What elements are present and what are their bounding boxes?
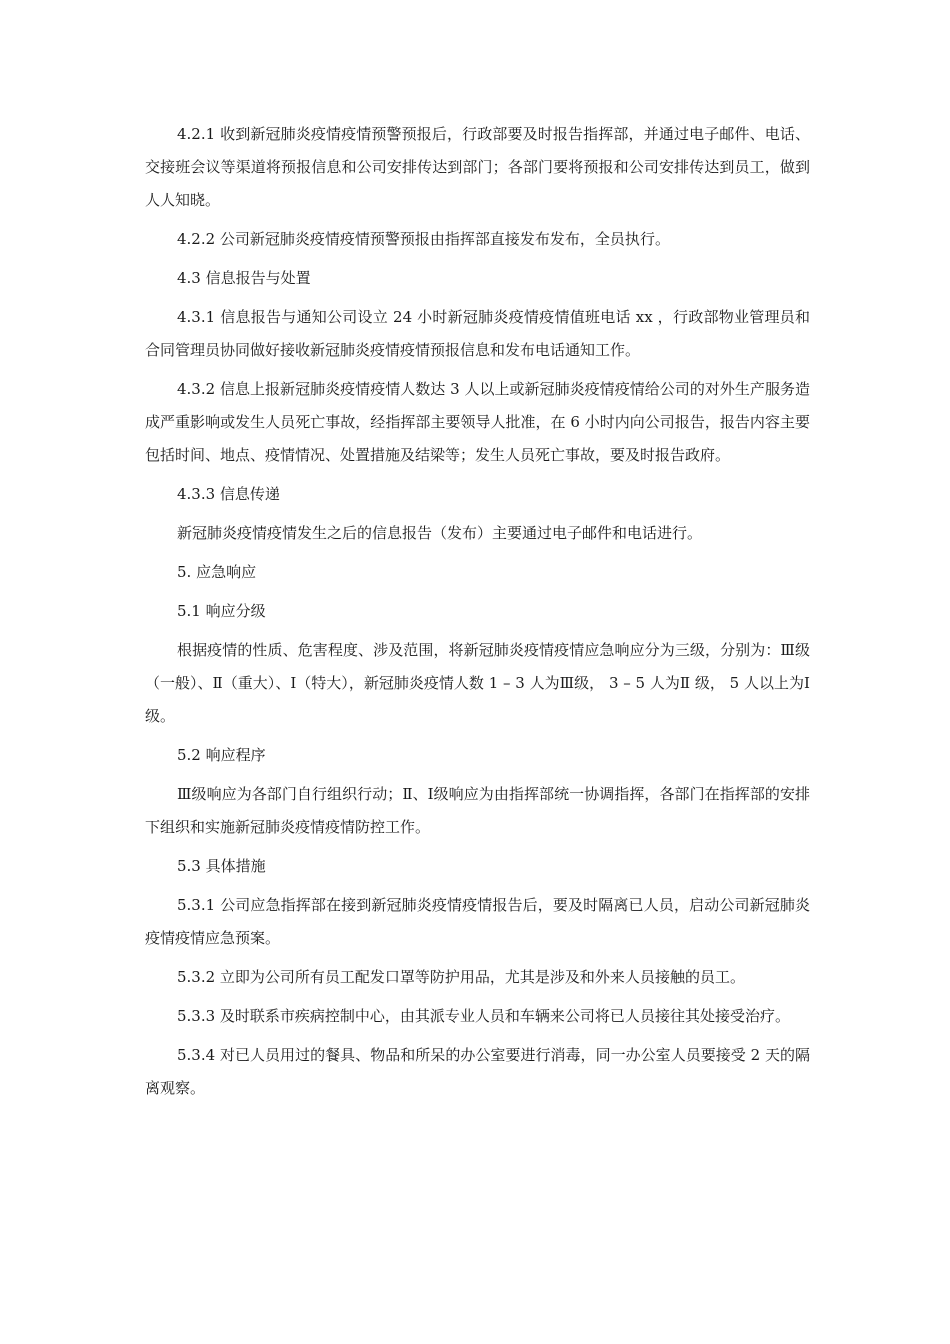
paragraph-4-2-1: 4.2.1 收到新冠肺炎疫情疫情预警预报后，行政部要及时报告指挥部，并通过电子邮件、电话、交接班会议等渠道将预报信息和公司安排传达到部门；各部门要将预报和公司安排传达到员工，做到人人知晓。 xyxy=(145,125,810,209)
heading-4-3-3: 4.3.3 信息传递 xyxy=(177,485,280,503)
paragraph-5-3-2: 5.3.2 立即为公司所有员工配发口罩等防护用品，尤其是涉及和外来人员接触的员工。 xyxy=(177,968,745,986)
heading-5: 5. 应急响应 xyxy=(177,563,257,581)
paragraph-5-3-1: 5.3.1 公司应急指挥部在接到新冠肺炎疫情疫情报告后，要及时隔离已人员，启动公司新冠肺炎疫情疫情应急预案。 xyxy=(145,896,810,947)
heading-5-1: 5.1 响应分级 xyxy=(177,602,266,620)
paragraph-4-2-2: 4.2.2 公司新冠肺炎疫情疫情预警预报由指挥部直接发布发布，全员执行。 xyxy=(177,230,670,248)
paragraph-4-3-2: 4.3.2 信息上报新冠肺炎疫情疫情人数达 3 人以上或新冠肺炎疫情疫情给公司的对外生产服务造成严重影响或发生人员死亡事故，经指挥部主要领导人批准，在 6 小时内向公司报告，报告内容主要包括时间、地点、疫情情况、处置措施及结梁等；发生人员死亡事故，要及时报告政府。 xyxy=(145,380,810,464)
heading-5-2: 5.2 响应程序 xyxy=(177,746,266,764)
paragraph-info-transfer: 新冠肺炎疫情疫情发生之后的信息报告（发布）主要通过电子邮件和电话进行。 xyxy=(177,524,703,542)
heading-5-3: 5.3 具体措施 xyxy=(177,857,266,875)
paragraph-5-3-3: 5.3.3 及时联系市疾病控制中心，由其派专业人员和车辆来公司将已人员接往其处接受治疗。 xyxy=(177,1007,790,1025)
paragraph-5-3-4: 5.3.4 对已人员用过的餐具、物品和所呆的办公室要进行消毒，同一办公室人员要接受 2 天的隔离观察。 xyxy=(145,1046,810,1097)
paragraph-response-levels: 根据疫情的性质、危害程度、涉及范围，将新冠肺炎疫情疫情应急响应分为三级，分别为：Ⅲ级（一般）、Ⅱ（重大）、Ⅰ（特大），新冠肺炎疫情人数 1 – 3 人为Ⅲ级， 3 – 5 人为Ⅱ 级， 5 人以上为Ⅰ级。 xyxy=(145,641,810,725)
document-body xyxy=(145,118,810,1105)
paragraph-4-3-1: 4.3.1 信息报告与通知公司设立 24 小时新冠肺炎疫情疫情值班电话 xx ，行政部物业管理员和合同管理员协同做好接收新冠肺炎疫情疫情预报信息和发布电话通知工作。 xyxy=(145,308,810,359)
heading-4-3: 4.3 信息报告与处置 xyxy=(177,269,311,287)
paragraph-response-procedure: Ⅲ级响应为各部门自行组织行动；Ⅱ、Ⅰ级响应为由指挥部统一协调指挥，各部门在指挥部的安排下组织和实施新冠肺炎疫情疫情防控工作。 xyxy=(145,785,810,836)
